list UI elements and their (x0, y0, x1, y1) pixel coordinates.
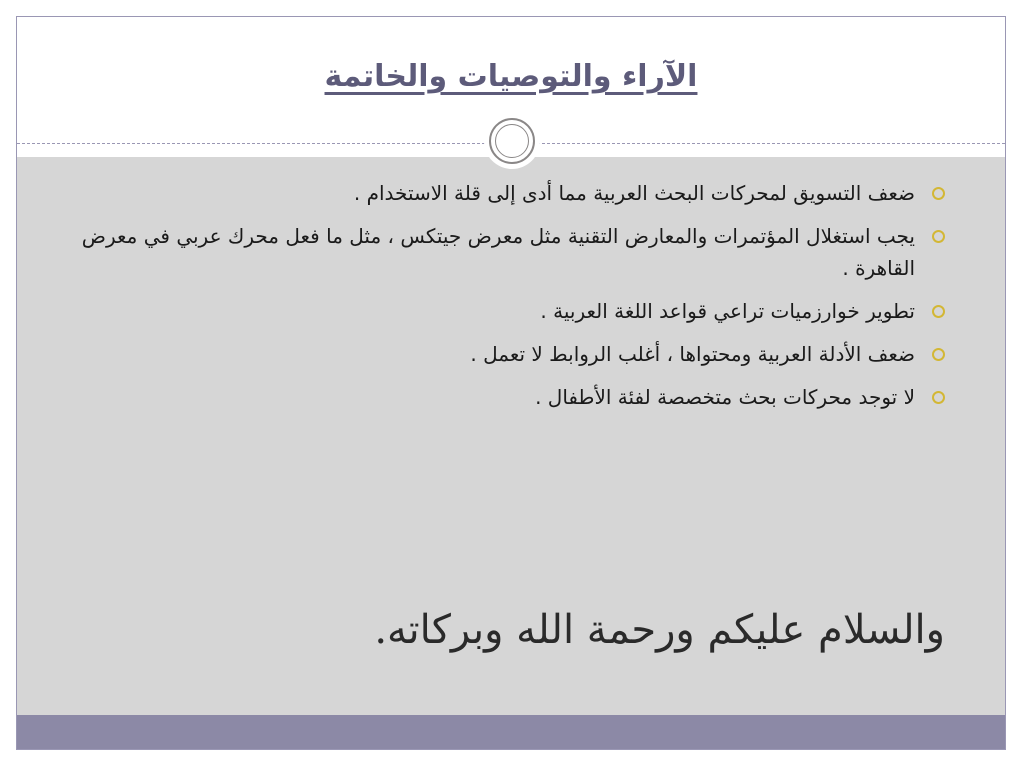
bullet-item (77, 338, 945, 370)
bullet-item (77, 295, 945, 327)
bullet-item (77, 220, 945, 284)
footer-bar (17, 715, 1005, 749)
ornament-circle-icon (484, 113, 540, 169)
hollow-circle-bullet-icon (932, 230, 945, 243)
slide (16, 16, 1006, 750)
hollow-circle-bullet-icon (932, 305, 945, 318)
hollow-circle-bullet-icon (932, 348, 945, 361)
bullet-item (77, 177, 945, 209)
bullet-text: ضعف التسويق لمحركات البحث العربية مما أدى إلى قلة الاستخدام . (353, 181, 915, 205)
ornament-inner-ring (495, 124, 529, 158)
ornament-ring (489, 118, 535, 164)
closing-greeting: والسلام عليكم ورحمة الله وبركاته. (374, 607, 945, 653)
hollow-circle-bullet-icon (932, 187, 945, 200)
bullet-text: تطوير خوارزميات تراعي قواعد اللغة العربية . (540, 299, 915, 323)
bullet-text: ضعف الأدلة العربية ومحتواها ، أغلب الروابط لا تعمل . (470, 342, 915, 366)
slide-title: الآراء والتوصيات والخاتمة (324, 59, 698, 94)
bullet-list (77, 177, 945, 424)
hollow-circle-bullet-icon (932, 391, 945, 404)
bullet-text: يجب استغلال المؤتمرات والمعارض التقنية مثل معرض جيتكس ، مثل ما فعل محرك عربي في معرض القاهرة . (81, 224, 915, 280)
bullet-item (77, 381, 945, 413)
bullet-text: لا توجد محركات بحث متخصصة لفئة الأطفال . (535, 385, 915, 409)
